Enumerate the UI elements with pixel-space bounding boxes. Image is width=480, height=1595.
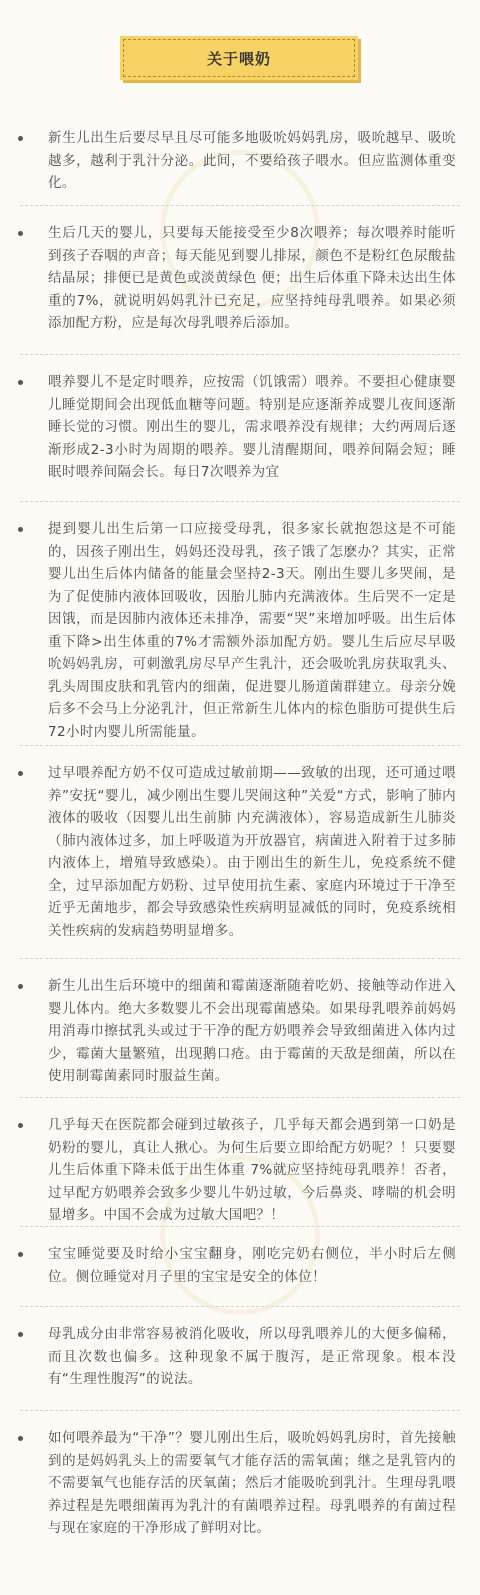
list-item: [48, 1427, 456, 1540]
list-item-text: 新生儿出生后要尽早且尽可能多地吸吮妈妈乳房，吸吮越早、吸吮越多，越利于乳汁分泌。此间，不要给孩子喂水。但应监测体重变化。: [48, 130, 456, 191]
divider: [20, 1306, 460, 1307]
list-item-text: 几乎每天在医院都会碰到过敏孩子，几乎每天都会遇到第一口奶是奶粉的婴儿，真让人揪心。为何生后要立即给配方奶呢？！只要婴儿生后体重下降未低于出生体重 7%就应坚持纯母乳喂养！否者，过早配方奶喂养会致多少婴儿牛奶过敏，今后鼻炎、哮喘的机会明显增多。中国不会成为过敏大国吧？！: [48, 1117, 456, 1223]
bullet-icon: [18, 231, 23, 236]
list-item-text: 如何喂养最为“干净”？婴儿刚出生后，吸吮妈妈乳房时，首先接触到的是妈妈乳头上的需要氧气才能存活的需氧菌；继之是乳管内的不需要氧气也能存活的厌氧菌；然后才能吸吮到乳汁。生理母乳喂养过程是先喂细菌再为乳汁的有菌喂养过程。母乳喂养的有菌过程与现在家庭的干净形成了鲜明对比。: [48, 1430, 456, 1536]
section-title: [120, 36, 358, 80]
bullet-icon: [18, 380, 23, 385]
list-item: [48, 1323, 456, 1391]
list-item: [48, 975, 456, 1088]
list-item-text: 母乳成分由非常容易被消化吸收，所以母乳喂养儿的大便多偏稀，而且次数也偏多。这种现象不属于腹泻，是正常现象。根本没有“生理性腹泻”的说法。: [48, 1326, 456, 1387]
list-item: [48, 222, 456, 335]
bullet-icon: [18, 1252, 23, 1257]
divider: [20, 1097, 460, 1098]
bullet-icon: [18, 1123, 23, 1128]
section-title-text: 关于喂奶: [206, 49, 271, 68]
divider: [20, 958, 460, 959]
bullet-icon: [18, 1436, 23, 1441]
divider: [20, 354, 460, 355]
list-item: [48, 1114, 456, 1227]
list-item: [48, 1243, 456, 1288]
divider: [20, 205, 460, 206]
bullet-icon: [18, 527, 23, 532]
list-item-text: 宝宝睡觉要及时给小宝宝翻身，刚吃完奶右侧位，半小时后左侧位。侧位睡觉对月子里的宝宝是安全的体位！: [48, 1246, 456, 1285]
bullet-icon: [18, 1332, 23, 1337]
divider: [20, 745, 460, 746]
list-item-text: 新生儿出生后环境中的细菌和霉菌逐渐随着吃奶、接触等动作进入婴儿体内。绝大多数婴儿不会出现霉菌感染。如果母乳喂养前妈妈用消毒巾擦拭乳头或过于干净的配方奶喂养会导致细菌进入体内过少，霉菌大量繁殖，出现鹅口疮。由于霉菌的天敌是细菌，所以在使用制霉菌素同时服益生菌。: [48, 978, 456, 1084]
list-item-text: 过早喂养配方奶不仅可造成过敏前期——致敏的出现，还可通过喂养”安抚“婴儿，减少刚出生婴儿哭闹这种”关爱“方式，影响了肺内液体的吸收（因婴儿出生前肺 内充满液体），容易造成新生儿肺炎（肺内液体过多，加上呼吸道为开放器官，病菌进入附着于过多肺内液体上，增殖导致感染）。由于刚出生的新生儿，免疫系统不健全，过早添加配方奶粉、过早使用抗生素、家庭内环境过于干净至近乎无菌地步，都会导致感染性疾病明显减低的同时，免疫系统相关性疾病的发病趋势明显增多。: [48, 765, 456, 939]
divider: [20, 1226, 460, 1227]
list-item: [48, 127, 456, 195]
bullet-icon: [18, 771, 23, 776]
divider: [20, 1410, 460, 1411]
list-item-text: 喂养婴儿不是定时喂养，应按需（饥饿需）喂养。不要担心健康婴儿睡觉期间会出现低血糖等问题。特别是应逐渐养成婴儿夜间逐渐睡长觉的习惯。刚出生的婴儿，需求喂养没有规律；大约两周后逐渐形成2-3小时为周期的喂养。婴儿清醒期间，喂养间隔会短；睡眠时喂养间隔会长。每日7次喂养为宜: [48, 374, 456, 480]
divider: [20, 501, 460, 502]
list-item: [48, 371, 456, 484]
list-item: [48, 518, 456, 743]
bullet-icon: [18, 984, 23, 989]
list-item-text: 生后几天的婴儿，只要每天能接受至少8次喂养；每次喂养时能听到孩子吞咽的声音；每天能见到婴儿排尿，颜色不是粉红色尿酸盐结晶尿；排便已是黄色或淡黄绿色 便；出生后体重下降未达出生体重的7%，就说明妈妈乳汁已充足，应坚持纯母乳喂养。如果必须添加配方粉，应是每次母乳喂养后添加。: [48, 225, 456, 331]
list-item: [48, 762, 456, 942]
bullet-icon: [18, 136, 23, 141]
list-item-text: 提到婴儿出生后第一口应接受母乳，很多家长就抱怨这是不可能的，因孩子刚出生，妈妈还没母乳，孩子饿了怎麽办？其实，正常婴儿出生后体内储备的能量会坚持2-3天。刚出生婴儿多哭闹，是为了促使肺内液体回吸收，因胎儿肺内充满液体。生后哭不一定是因饿，而是因肺内液体还未排净，需要“哭”来增加呼吸。出生后体重下降>出生体重的7%才需额外添加配方奶。婴儿生后应尽早吸吮妈妈乳房，可刺激乳房尽早产生乳汁，还会吸吮乳房获取乳头、乳头周围皮肤和乳管内的细菌，促进婴儿肠道菌群建立。母亲分娩后多不会马上分泌乳汁，但正常新生儿体内的棕色脂肪可提供生后72小时内婴儿所需能量。: [48, 521, 456, 740]
